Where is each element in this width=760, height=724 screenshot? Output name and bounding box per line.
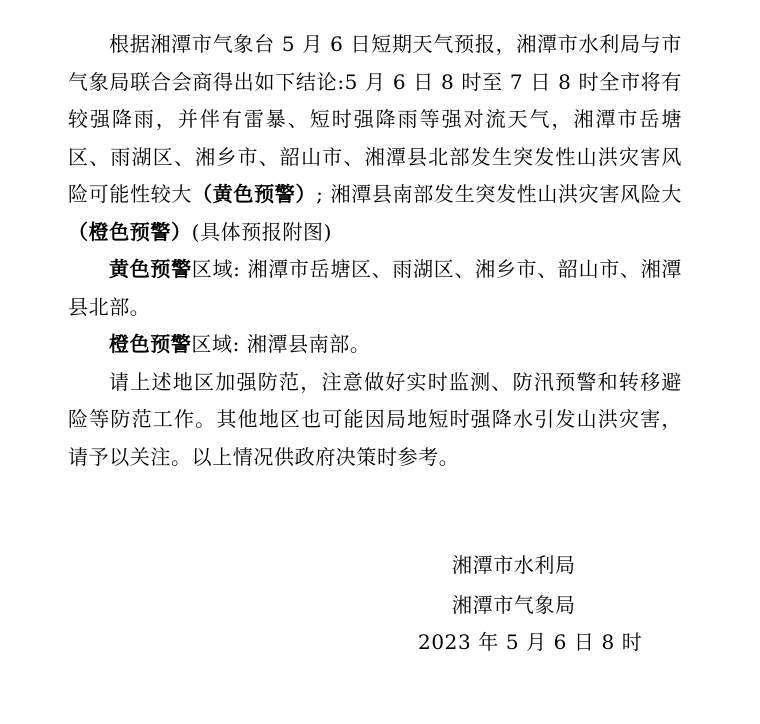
orange-warning-label: 橙色预警 [109,332,192,356]
notice-body [68,26,682,476]
intro-text: 根据湘潭市气象台 5 月 6 日短期天气预报，湘潭市水利局与市气象局联合会商得出如下结论:5 月 6 日 8 时至 7 日 8 时全市将有较强降雨，并伴有雷暴、短时强降雨等强对流天气，湘潭市岳塘区、雨湖区、湘乡市、韶山市、湘潭县北部发生突发性山洪灾害风险可能性较大 [68,32,682,206]
middle-text: ; 湘潭县南部发生突发性山洪灾害风险大 [316,182,682,206]
yellow-warning-tag: （黄色预警） [192,182,317,206]
attachment-note: (具体预报附图) [191,219,333,244]
signature-weather-bureau: 湘潭市气象局 [452,593,576,617]
orange-area-paragraph [68,326,682,364]
yellow-warning-label: 黄色预警 [109,257,192,281]
forecast-paragraph [68,26,682,251]
signature-water-bureau: 湘潭市水利局 [452,553,576,577]
signature-date: 2023 年 5 月 6 日 8 时 [418,630,643,654]
advice-text: 请上述地区加强防范，注意做好实时监测、防汛预警和转移避险等防范工作。其他地区也可能因局地短时强降水引发山洪灾害，请予以关注。以上情况供政府决策时参考。 [68,369,682,469]
orange-area-text: 区域: 湘潭县南部。 [191,332,371,356]
orange-warning-tag: （橙色预警） [68,219,192,244]
yellow-area-text: 区域: 湘潭市岳塘区、雨湖区、湘乡市、韶山市、湘潭县北部。 [68,257,682,319]
yellow-area-paragraph [68,251,682,326]
advice-paragraph [68,364,682,477]
